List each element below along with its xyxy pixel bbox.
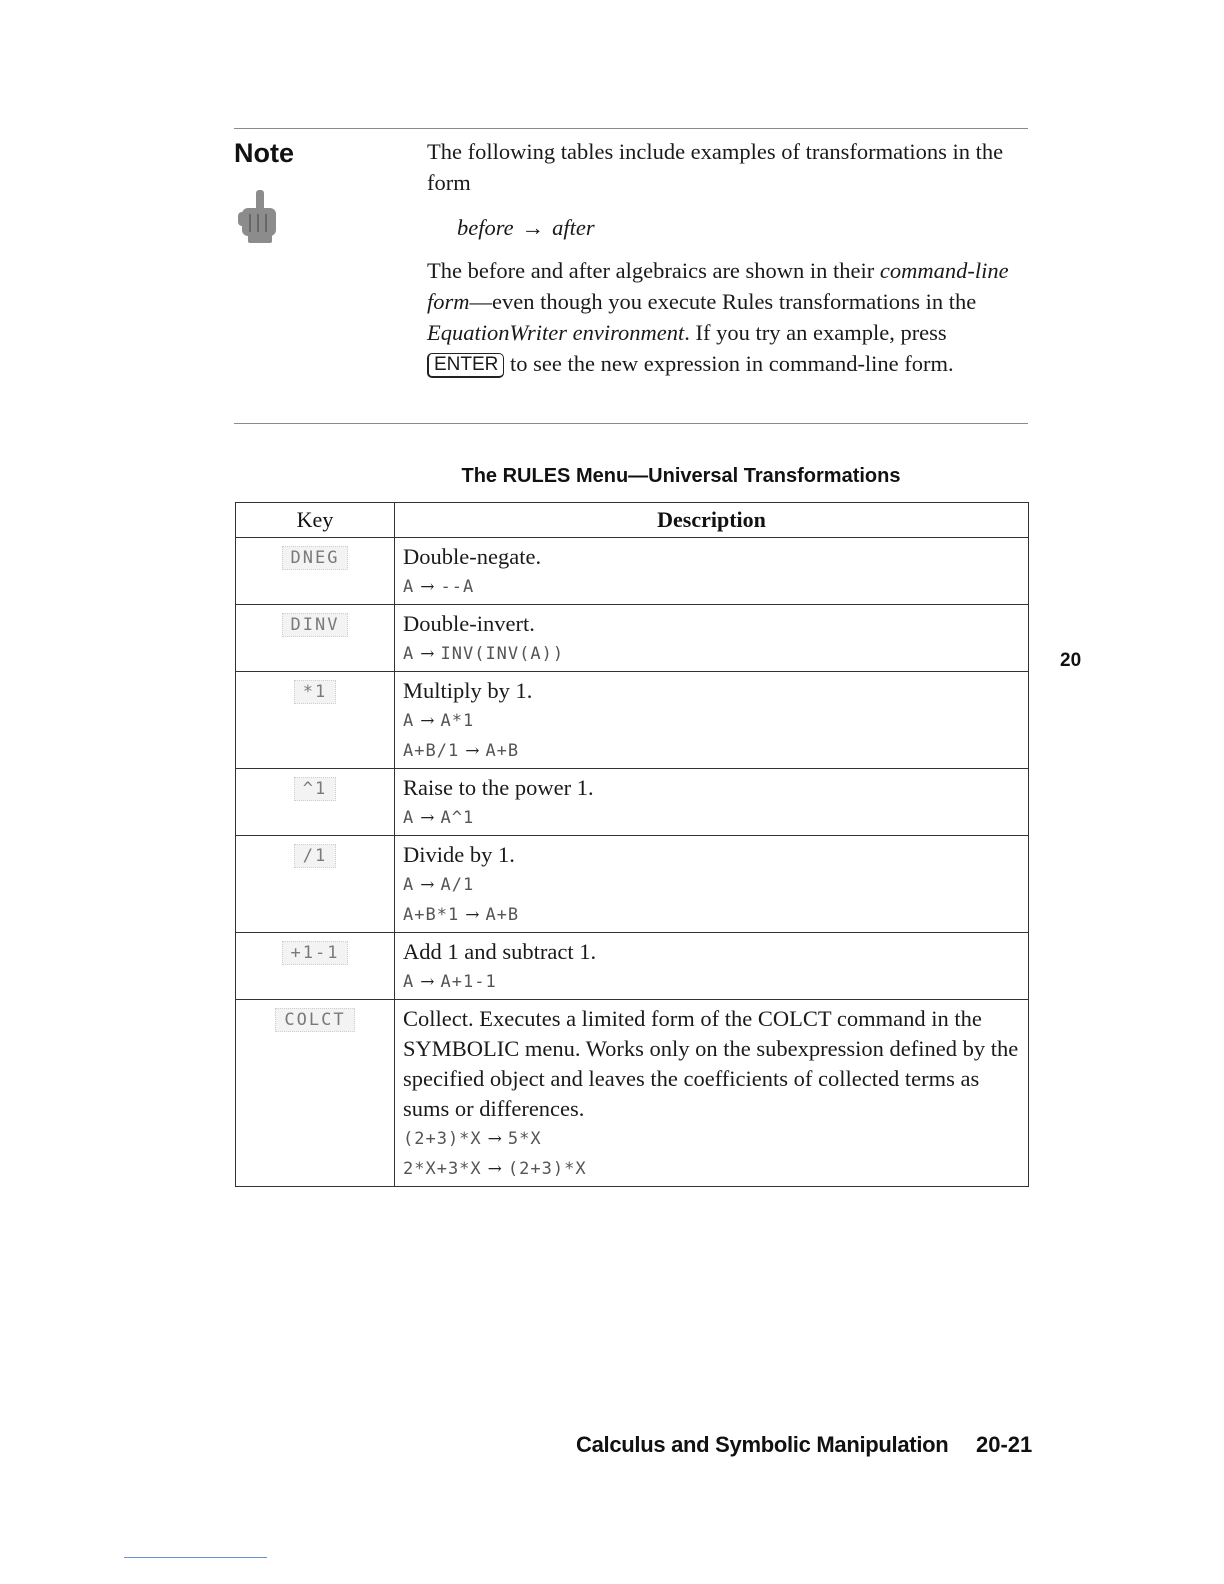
formula-after: after <box>552 215 595 240</box>
example-before: A+B*1 <box>403 905 460 925</box>
bottom-divider <box>234 423 1028 424</box>
description-cell <box>395 672 1029 769</box>
key-cell <box>236 1000 395 1187</box>
example-after: A+1-1 <box>440 972 497 992</box>
example-arrow: → <box>420 644 435 664</box>
table-row <box>236 836 1029 933</box>
description-text: Divide by 1. <box>403 842 515 867</box>
example-transformation <box>403 736 1022 766</box>
table-row <box>236 933 1029 1000</box>
example-before: (2+3)*X <box>403 1129 482 1149</box>
example-arrow: → <box>487 1159 502 1179</box>
note-emphasis-env: EquationWriter environment <box>427 320 685 345</box>
key-cell <box>236 933 395 1000</box>
example-transformation <box>403 1154 1022 1184</box>
description-cell <box>395 1000 1029 1187</box>
example-arrow: → <box>465 905 480 925</box>
table-row <box>236 672 1029 769</box>
description-text: Collect. Executes a limited form of the COLCT command in the SYMBOLIC menu. Works only on the subexpression defined by the specified object and leaves the coefficients of collected terms as sums or differences. <box>403 1006 1019 1121</box>
description-cell <box>395 836 1029 933</box>
example-before: 2*X+3*X <box>403 1159 482 1179</box>
formula-arrow: → <box>521 215 545 240</box>
menu-key-label: DINV <box>282 613 349 637</box>
table-body <box>236 538 1029 1187</box>
example-after: A+B <box>485 905 520 925</box>
note-text: to see the new expression in command-line form. <box>510 351 954 376</box>
example-arrow: → <box>420 711 435 731</box>
header-key: Key <box>236 503 395 538</box>
description-cell <box>395 933 1029 1000</box>
note-text: . If you try an example, press <box>684 320 947 345</box>
example-after: (2+3)*X <box>507 1159 587 1179</box>
pointing-hand-icon <box>236 188 282 244</box>
table-title: The RULES Menu—Universal Transformations <box>461 465 901 487</box>
formula-before: before <box>457 215 514 240</box>
example-before: A <box>403 875 415 895</box>
key-cell <box>236 836 395 933</box>
example-before: A <box>403 644 415 664</box>
description-cell <box>395 605 1029 672</box>
example-before: A <box>403 972 415 992</box>
description-text: Raise to the power 1. <box>403 775 594 800</box>
transformation-formula <box>457 212 1027 243</box>
example-transformation <box>403 572 1022 602</box>
description-text: Multiply by 1. <box>403 678 533 703</box>
example-before: A <box>403 808 415 828</box>
example-transformation <box>403 639 1022 669</box>
note-intro: The following tables include examples of transformations in the form <box>427 139 1004 195</box>
example-arrow: → <box>420 808 435 828</box>
example-arrow: → <box>420 577 435 597</box>
note-text: —even though you execute Rules transformations in the <box>469 289 977 314</box>
description-cell <box>395 538 1029 605</box>
description-text: Double-negate. <box>403 544 542 569</box>
example-after: A/1 <box>440 875 475 895</box>
note-paragraph <box>427 255 1027 379</box>
top-divider <box>234 128 1028 129</box>
example-after: 5*X <box>507 1129 542 1149</box>
table-row <box>236 605 1029 672</box>
example-after: INV(INV(A)) <box>440 644 565 664</box>
rules-table <box>235 502 1029 1187</box>
description-text: Double-invert. <box>403 611 535 636</box>
example-before: A+B/1 <box>403 741 460 761</box>
menu-key-label: ^1 <box>294 777 336 801</box>
description-text: Add 1 and subtract 1. <box>403 939 597 964</box>
table-header-row <box>236 503 1029 538</box>
key-cell <box>236 538 395 605</box>
example-after: A+B <box>485 741 520 761</box>
key-cell <box>236 605 395 672</box>
menu-key-label: DNEG <box>282 546 349 570</box>
example-after: --A <box>440 577 475 597</box>
note-text: The before and after algebraics are shown in their <box>427 258 875 283</box>
menu-key-label: *1 <box>294 680 336 704</box>
example-after: A*1 <box>440 711 475 731</box>
note-body <box>427 136 1027 379</box>
example-transformation <box>403 870 1022 900</box>
example-transformation <box>403 803 1022 833</box>
example-arrow: → <box>487 1129 502 1149</box>
scan-artifact-line <box>124 1557 267 1558</box>
menu-key-label: COLCT <box>275 1008 354 1032</box>
note-label: Note <box>234 138 294 168</box>
table-row <box>236 769 1029 836</box>
chapter-tab: 20 <box>1060 650 1082 671</box>
example-transformation <box>403 900 1022 930</box>
example-transformation <box>403 967 1022 997</box>
table-row <box>236 1000 1029 1187</box>
key-cell <box>236 672 395 769</box>
example-before: A <box>403 577 415 597</box>
example-transformation <box>403 1124 1022 1154</box>
footer-title: Calculus and Symbolic Manipulation <box>576 1432 949 1457</box>
example-after: A^1 <box>440 808 475 828</box>
table-row <box>236 538 1029 605</box>
page-number: 20-21 <box>976 1432 1033 1457</box>
example-arrow: → <box>465 741 480 761</box>
enter-key: ENTER <box>427 353 504 378</box>
menu-key-label: +1-1 <box>282 941 349 965</box>
example-before: A <box>403 711 415 731</box>
key-cell <box>236 769 395 836</box>
header-description: Description <box>395 503 1029 538</box>
example-arrow: → <box>420 972 435 992</box>
note-emphasis-cmdline: command-line form <box>427 258 1009 314</box>
menu-key-label: /1 <box>294 844 336 868</box>
description-cell <box>395 769 1029 836</box>
example-arrow: → <box>420 875 435 895</box>
example-transformation <box>403 706 1022 736</box>
